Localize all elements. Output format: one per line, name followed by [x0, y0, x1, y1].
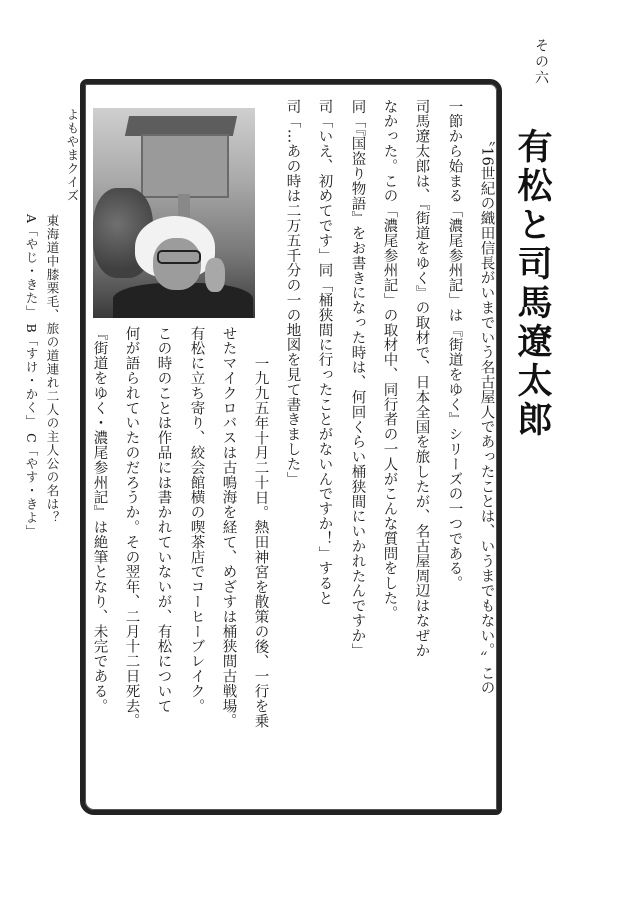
- body-line-1: 〝16世紀の織田信長がいまでいう名古屋人であったことは、いうまでもない。〟この: [478, 132, 495, 696]
- page-title: 有松と司馬遼太郎: [512, 128, 553, 440]
- body-line-9: せたマイクロバスは古鳴海を経て、めざすは桶狭間古戦場。: [220, 326, 237, 729]
- body-line-8: 一九九五年十月二十日。熱田神宮を散策の後、一行を乗: [252, 356, 269, 729]
- body-line-6: 司「いえ、初めてです」同「桶狭間に行ったことがないんですか！」すると: [316, 99, 333, 606]
- body-line-7: 司「…あの時は二万五千分の一の地図を見て書きました」: [284, 99, 301, 487]
- body-line-2: 一節から始まる「濃尾参州記」は『街道をゆく』シリーズの一つである。: [446, 99, 463, 591]
- body-line-12: 何が語られていたのだろうか。その翌年、二月十二日死去。: [123, 326, 140, 729]
- body-line-13: 『街道をゆく・濃尾参州記』は絶筆となり、未完である。: [91, 326, 108, 714]
- body-line-10: 有松に立ち寄り、絞会館横の喫茶店でコーヒーブレイク。: [188, 326, 205, 714]
- chapter-label: その六: [533, 38, 549, 86]
- body-line-11: この時のことは作品には書かれていないが、有松について: [155, 326, 172, 714]
- quiz-question: 東海道中膝栗毛、旅の道連れ二人の主人公の名は？: [45, 214, 60, 525]
- body-line-3: 司馬遼太郎は、『街道をゆく』の取材で、日本全国を旅したが、名古屋周辺はなぜか: [413, 99, 430, 658]
- quiz-answers: A「やじ・きた」 B「すけ・かく」 C「やす・きよ」: [24, 214, 39, 539]
- body-line-5: 同「『国盗り物語』をお書きになった時は、何回くらい桶狭間にいかれたんですか」: [349, 99, 366, 658]
- quiz-label: よもやまクイズ: [65, 108, 80, 203]
- portrait-photo: [93, 108, 255, 318]
- body-line-4: なかった。この「濃尾参州記」の取材中、同行者の一人がこんな質問をした。: [381, 99, 398, 621]
